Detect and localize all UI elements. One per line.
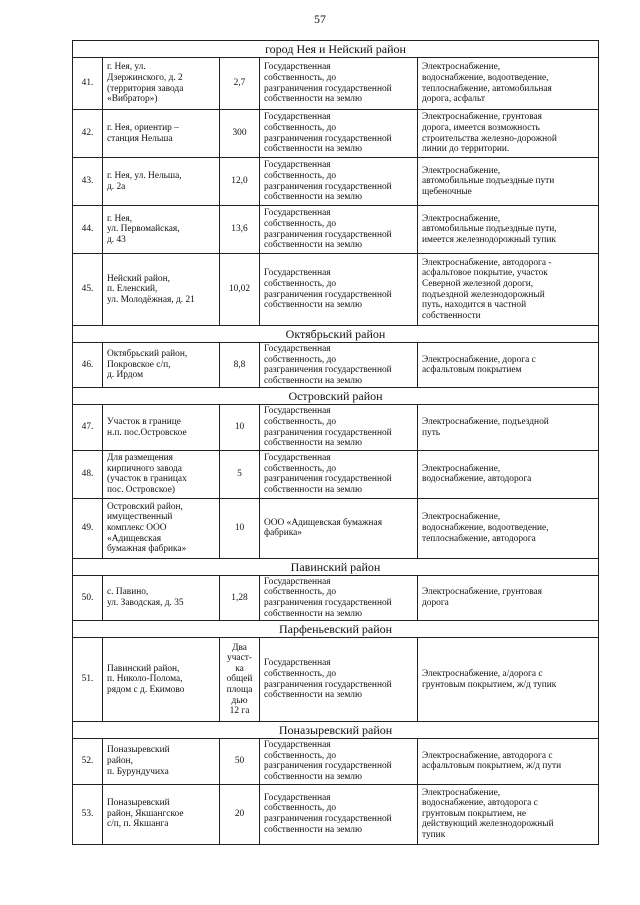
infrastructure-cell-line: Электроснабжение,	[422, 213, 501, 224]
area-cell	[220, 158, 260, 206]
infrastructure-cell-line: водоснабжение, водоотведение,	[422, 72, 549, 83]
infrastructure-cell-line: линии до территории.	[422, 144, 510, 155]
location-cell-line: г. Нея, ориентир –	[107, 122, 179, 133]
location-cell-line: ул. Первомайская,	[107, 224, 180, 235]
location-cell	[103, 638, 220, 722]
location-cell-line: «Адищевская	[107, 533, 162, 544]
area-cell	[220, 110, 260, 158]
ownership-cell	[260, 343, 418, 388]
section-header-row	[73, 326, 599, 343]
location-cell-line: комплекс ООО	[107, 522, 167, 533]
infrastructure-cell-line: Электроснабжение, подъездной	[422, 416, 549, 427]
location-cell-line: станция Нельша	[107, 133, 173, 144]
section-title: город Нея и Нейский район	[73, 41, 599, 58]
location-cell-line: Нейский район,	[107, 273, 170, 284]
area-cell-line: 12,0	[231, 176, 248, 187]
ownership-cell	[260, 575, 418, 620]
ownership-cell-line: разграничения государственной	[264, 289, 392, 300]
area-cell	[220, 739, 260, 784]
location-cell-line: д. 2а	[107, 181, 126, 192]
infrastructure-cell	[418, 110, 599, 158]
infrastructure-cell-line: путь	[422, 427, 441, 438]
ownership-cell-line: разграничения государственной	[264, 814, 392, 824]
ownership-cell	[260, 58, 418, 110]
area-cell	[220, 58, 260, 110]
location-cell-line: пос. Островское)	[107, 484, 176, 495]
sites-table	[72, 40, 599, 845]
ownership-cell	[260, 498, 418, 558]
ownership-cell-line: собственности на землю	[264, 484, 362, 495]
location-cell-line: п. Николо-Полома,	[107, 674, 183, 685]
area-cell-line: участ-	[227, 653, 252, 664]
table-row	[73, 254, 599, 326]
area-cell-line: 13,6	[231, 224, 248, 235]
infrastructure-cell-line: имеется железнодорожный тупик	[422, 234, 556, 245]
location-cell-line: район, Якшангское	[107, 808, 184, 819]
table-row	[73, 343, 599, 388]
location-cell	[103, 498, 220, 558]
area-cell-line: Два	[232, 642, 247, 653]
location-cell-line: (участок в границах	[107, 474, 187, 485]
location-cell-line: г. Нея, ул. Нельша,	[107, 170, 182, 181]
row-number: 53.	[73, 784, 103, 844]
row-number: 46.	[73, 343, 103, 388]
section-title: Павинский район	[73, 558, 599, 575]
ownership-cell-line: разграничения государственной	[264, 597, 392, 608]
infrastructure-cell-line: асфальтовое покрытие, участок	[422, 268, 548, 279]
location-cell-line: «Вибратор»)	[107, 94, 158, 105]
location-cell-line: Октябрьский район,	[107, 349, 188, 360]
location-cell	[103, 110, 220, 158]
ownership-cell-line: собственность, до	[264, 669, 337, 680]
ownership-cell-line: разграничения государственной	[264, 427, 392, 438]
ownership-cell	[260, 784, 418, 844]
ownership-cell-line: собственности на землю	[264, 824, 362, 835]
infrastructure-cell-line: Электроснабжение,	[422, 463, 501, 474]
area-cell-line: дью	[231, 695, 248, 706]
location-cell	[103, 158, 220, 206]
infrastructure-cell	[418, 254, 599, 326]
infrastructure-cell-line: путь, находится в частной	[422, 300, 527, 311]
ownership-cell	[260, 254, 418, 326]
location-cell-line: Павинский район,	[107, 663, 180, 674]
location-cell-line: г. Нея, ул.	[107, 62, 146, 73]
ownership-cell-line: Государственная	[264, 344, 331, 354]
infrastructure-cell-line: Электроснабжение, автодорога с	[422, 750, 553, 761]
ownership-cell	[260, 405, 418, 450]
area-cell-line: ка	[235, 663, 244, 674]
ownership-cell-line: собственность, до	[264, 463, 337, 474]
ownership-cell	[260, 739, 418, 784]
ownership-cell-line: разграничения государственной	[264, 761, 392, 772]
ownership-cell	[260, 638, 418, 722]
ownership-cell	[260, 158, 418, 206]
infrastructure-cell-line: теплоснабжение, автодорога	[422, 533, 536, 544]
location-cell-line: Поназыревский	[107, 745, 170, 756]
ownership-cell	[260, 450, 418, 498]
section-title: Октябрьский район	[73, 326, 599, 343]
area-cell	[220, 343, 260, 388]
ownership-cell-line: фабрика»	[264, 528, 302, 539]
ownership-cell-line: собственность, до	[264, 278, 337, 289]
ownership-cell-line: собственности на землю	[264, 375, 362, 386]
ownership-cell-line: Государственная	[264, 208, 331, 219]
ownership-cell-line: собственность, до	[264, 122, 337, 133]
ownership-cell-line: Государственная	[264, 160, 331, 171]
ownership-cell-line: ООО «Адищевская бумажная	[264, 517, 383, 528]
location-cell-line: н.п. пос.Островское	[107, 427, 187, 438]
infrastructure-cell-line: водоснабжение, автодорога с	[422, 798, 538, 809]
area-cell-line: 5	[237, 468, 242, 479]
ownership-cell-line: Государственная	[264, 740, 331, 751]
location-cell	[103, 405, 220, 450]
table-row	[73, 206, 599, 254]
ownership-cell-line: разграничения государственной	[264, 83, 392, 94]
infrastructure-cell-line: Электроснабжение, автодорога -	[422, 257, 552, 268]
row-number: 45.	[73, 254, 103, 326]
ownership-cell-line: собственность, до	[264, 750, 337, 761]
infrastructure-cell	[418, 158, 599, 206]
ownership-cell-line: Государственная	[264, 268, 331, 279]
infrastructure-cell-line: Электроснабжение, а/дорога с	[422, 669, 543, 680]
infrastructure-cell	[418, 343, 599, 388]
area-cell	[220, 450, 260, 498]
ownership-cell-line: собственности на землю	[264, 690, 362, 701]
area-cell-line: 20	[234, 808, 245, 819]
table-row	[73, 58, 599, 110]
infrastructure-cell-line: теплоснабжение, автомобильная	[422, 83, 552, 94]
location-cell	[103, 254, 220, 326]
area-cell-line: 10	[234, 522, 245, 533]
location-cell-line: г. Нея,	[107, 213, 133, 224]
ownership-cell-line: разграничения государственной	[264, 133, 392, 144]
ownership-cell-line: собственности на землю	[264, 144, 362, 155]
section-header-row	[73, 388, 599, 405]
location-cell-line: п. Еленский,	[107, 284, 158, 295]
infrastructure-cell-line: водоснабжение, автодорога	[422, 474, 532, 485]
infrastructure-cell-line: Электроснабжение,	[422, 62, 501, 73]
row-number: 47.	[73, 405, 103, 450]
location-cell-line: Дзержинского, д. 2	[107, 72, 183, 83]
infrastructure-cell-line: Электроснабжение, грунтовая	[422, 587, 542, 598]
table-row	[73, 405, 599, 450]
ownership-cell-line: разграничения государственной	[264, 679, 392, 690]
row-number: 52.	[73, 739, 103, 784]
infrastructure-cell-line: Электроснабжение,	[422, 512, 501, 523]
location-cell	[103, 784, 220, 844]
location-cell-line: район,	[107, 756, 133, 767]
infrastructure-cell-line: Электроснабжение,	[422, 787, 501, 798]
location-cell	[103, 575, 220, 620]
infrastructure-cell-line: грунтовым покрытием, ж/д тупик	[422, 679, 557, 690]
location-cell-line: п. Бурундучиха	[107, 766, 169, 777]
area-cell	[220, 784, 260, 844]
ownership-cell-line: Государственная	[264, 453, 331, 464]
ownership-cell-line: Государственная	[264, 406, 331, 417]
area-cell	[220, 638, 260, 722]
area-cell-line: 8,8	[233, 359, 246, 370]
location-cell-line: имущественный	[107, 512, 173, 523]
ownership-cell-line: собственность, до	[264, 587, 337, 598]
location-cell-line: Островский район,	[107, 501, 183, 512]
section-title: Поназыревский район	[73, 722, 599, 739]
section-header-row	[73, 722, 599, 739]
section-title: Островский район	[73, 388, 599, 405]
location-cell-line: д. Ирдом	[107, 370, 144, 381]
table-row	[73, 450, 599, 498]
ownership-cell-line: собственности на землю	[264, 300, 362, 311]
infrastructure-cell	[418, 784, 599, 844]
ownership-cell-line: собственность, до	[264, 170, 337, 181]
infrastructure-cell	[418, 739, 599, 784]
row-number: 50.	[73, 575, 103, 620]
infrastructure-cell-line: действующий железнодорожный	[422, 819, 554, 830]
ownership-cell-line: Государственная	[264, 792, 331, 803]
ownership-cell-line: собственность, до	[264, 354, 337, 365]
infrastructure-cell-line: асфальтовым покрытием, ж/д пути	[422, 761, 562, 772]
location-cell	[103, 343, 220, 388]
infrastructure-cell-line: Северной железной дороги,	[422, 278, 534, 289]
area-cell	[220, 405, 260, 450]
row-number: 49.	[73, 498, 103, 558]
location-cell-line: Участок в границе	[107, 416, 181, 427]
area-cell-line: 50	[234, 756, 245, 767]
infrastructure-cell-line: дорога	[422, 597, 449, 608]
infrastructure-cell	[418, 638, 599, 722]
area-cell-line: 1,28	[231, 592, 248, 603]
ownership-cell-line: Государственная	[264, 112, 331, 123]
infrastructure-cell-line: собственности	[422, 310, 481, 321]
row-number: 48.	[73, 450, 103, 498]
ownership-cell-line: собственности на землю	[264, 240, 362, 251]
infrastructure-cell	[418, 450, 599, 498]
location-cell	[103, 739, 220, 784]
location-cell-line: Покровское с/п,	[107, 359, 171, 370]
ownership-cell-line: собственности на землю	[264, 94, 362, 105]
infrastructure-cell	[418, 206, 599, 254]
ownership-cell-line: разграничения государственной	[264, 365, 392, 376]
infrastructure-cell-line: дорога, асфальт	[422, 94, 485, 105]
area-cell-line: общей	[226, 674, 253, 685]
infrastructure-cell-line: автомобильные подъездные пути,	[422, 224, 557, 235]
row-number: 51.	[73, 638, 103, 722]
infrastructure-cell-line: Электроснабжение, дорога с	[422, 354, 536, 365]
location-cell-line: с. Павино,	[107, 587, 149, 598]
area-cell-line: 12 га	[229, 706, 250, 717]
table-row	[73, 638, 599, 722]
table-row	[73, 110, 599, 158]
ownership-cell	[260, 206, 418, 254]
location-cell-line: Поназыревский	[107, 798, 170, 809]
area-cell	[220, 254, 260, 326]
area-cell-line: 10	[234, 422, 245, 433]
row-number: 41.	[73, 58, 103, 110]
table-row	[73, 739, 599, 784]
area-cell	[220, 498, 260, 558]
location-cell-line: Для размещения	[107, 453, 173, 464]
table-row	[73, 498, 599, 558]
infrastructure-cell-line: строительства железно-дорожной	[422, 133, 557, 144]
infrastructure-cell-line: Электроснабжение,	[422, 165, 501, 176]
location-cell-line: д. 43	[107, 234, 126, 245]
area-cell-line: 300	[232, 128, 247, 139]
infrastructure-cell-line: щебеночные	[422, 186, 472, 197]
table-row	[73, 158, 599, 206]
row-number: 42.	[73, 110, 103, 158]
ownership-cell-line: разграничения государственной	[264, 181, 392, 192]
location-cell	[103, 206, 220, 254]
infrastructure-cell	[418, 405, 599, 450]
infrastructure-cell-line: водоснабжение, водоотведение,	[422, 522, 549, 533]
location-cell-line: ул. Молодёжная, д. 21	[107, 294, 195, 305]
ownership-cell-line: Государственная	[264, 62, 331, 73]
infrastructure-cell-line: подъездной железнодорожный	[422, 289, 545, 300]
ownership-cell-line: собственность, до	[264, 218, 337, 229]
ownership-cell-line: собственности на землю	[264, 608, 362, 619]
ownership-cell-line: Государственная	[264, 658, 331, 669]
area-cell	[220, 206, 260, 254]
ownership-cell-line: разграничения государственной	[264, 229, 392, 240]
section-header-row	[73, 41, 599, 58]
infrastructure-cell	[418, 58, 599, 110]
area-cell-line: 2,7	[233, 78, 246, 89]
section-title: Парфеньевский район	[73, 621, 599, 638]
section-header-row	[73, 621, 599, 638]
row-number: 44.	[73, 206, 103, 254]
location-cell	[103, 58, 220, 110]
location-cell-line: бумажная фабрика»	[107, 544, 187, 555]
table-row	[73, 784, 599, 844]
ownership-cell-line: разграничения государственной	[264, 474, 392, 485]
area-cell	[220, 575, 260, 620]
infrastructure-cell	[418, 575, 599, 620]
location-cell-line: с/п, п. Якшанга	[107, 819, 169, 830]
infrastructure-cell-line: тупик	[422, 829, 446, 840]
row-number: 43.	[73, 158, 103, 206]
area-cell-line: 10,02	[228, 284, 251, 295]
infrastructure-cell-line: дорога, имеется возможность	[422, 122, 540, 133]
page-number: 57	[314, 12, 326, 26]
location-cell-line: ул. Заводская, д. 35	[107, 597, 184, 608]
location-cell-line: (территория завода	[107, 83, 184, 94]
location-cell	[103, 450, 220, 498]
ownership-cell	[260, 110, 418, 158]
ownership-cell-line: собственности на землю	[264, 192, 362, 203]
infrastructure-cell	[418, 498, 599, 558]
table-row	[73, 575, 599, 620]
location-cell-line: рядом с д. Екимово	[107, 684, 185, 695]
ownership-cell-line: собственности на землю	[264, 771, 362, 782]
ownership-cell-line: собственность, до	[264, 72, 337, 83]
infrastructure-cell-line: грунтовым покрытием, не	[422, 808, 527, 819]
area-cell-line: площа	[226, 684, 253, 695]
infrastructure-cell-line: асфальтовым покрытием	[422, 365, 522, 376]
ownership-cell-line: собственности на землю	[264, 438, 362, 449]
ownership-cell-line: собственность, до	[264, 803, 337, 814]
ownership-cell-line: собственность, до	[264, 416, 337, 427]
infrastructure-cell-line: Электроснабжение, грунтовая	[422, 112, 542, 123]
location-cell-line: кирпичного завода	[107, 463, 182, 474]
section-header-row	[73, 558, 599, 575]
infrastructure-cell-line: автомобильные подъездные пути	[422, 176, 555, 187]
ownership-cell-line: Государственная	[264, 576, 331, 587]
